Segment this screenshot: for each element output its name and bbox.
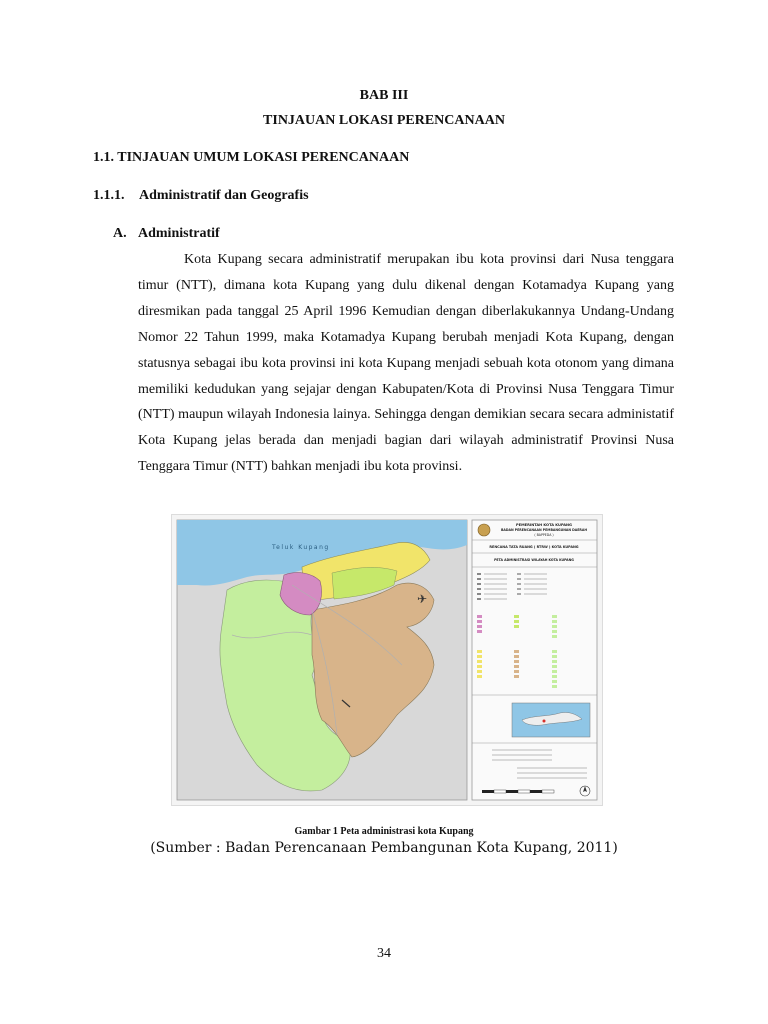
plan-title: RENCANA TATA RUANG ( RTRW ) KOTA KUPANG <box>489 545 579 549</box>
legend-panel <box>472 520 597 800</box>
subsubsection-heading <box>113 226 220 242</box>
subsection-heading <box>93 188 309 204</box>
subsubsection-title: Administratif <box>138 226 220 241</box>
legend-header-line-3: ( BAPPEDA ) <box>534 533 554 537</box>
map-title: PETA ADMINISTRASI WILAYAH KOTA KUPANG <box>494 558 574 562</box>
subsubsection-number: A. <box>113 226 127 241</box>
government-seal-icon <box>478 524 490 536</box>
sea-label: Teluk Kupang <box>272 544 330 551</box>
inset-location-marker <box>543 720 546 723</box>
legend-header-line-2: BADAN PERENCANAAN PEMBANGUNAN DAERAH <box>500 528 588 532</box>
administrative-map <box>172 515 602 805</box>
map-figure <box>171 514 603 806</box>
legend-header-line-1: PEMERINTAH KOTA KUPANG <box>515 523 573 527</box>
figure-source: (Sumber : Badan Perencanaan Pembangunan Kota Kupang, 2011) <box>150 840 618 856</box>
chapter-label: BAB III <box>359 88 409 103</box>
scale-bar <box>482 790 554 793</box>
section-heading: 1.1. TINJAUAN UMUM LOKASI PERENCANAAN <box>93 150 410 165</box>
figure-caption: Gambar 1 Peta administrasi kota Kupang <box>294 826 474 837</box>
chapter-title: TINJAUAN LOKASI PERENCANAAN <box>263 113 505 128</box>
airport-icon: ✈ <box>417 592 428 606</box>
body-paragraph: Kota Kupang secara administratif merupakan ibu kota provinsi dari Nusa tenggara timur (NTT), dimana kota Kupang yang dulu dikenal dengan Kotamadya Kupang yang diresmikan pada tanggal 25 April 1996 Kemudian dengan diberlakukannya Undang-Undang Nomor 22 Tahun 1999, maka Kotamadya Kupang berubah menjadi Kota Kupang, dengan statusnya sebagai ibu kota provinsi ini kota Kupang menjadi sebuah kota otonom yang dimana memiliki kedudukan yang sejajar dengan Kabupaten/Kota di Provinsi Nusa Tenggara Timur (NTT) maupun wilayah Indonesia lainya. Sehingga dengan demikian secara secara administatif Kota Kupang jelas berada dan menjadi bagian dari wilayah administratif Provinsi Nusa Tenggara Timur (NTT) bahkan menjadi ibu kota provinsi. <box>138 252 674 475</box>
subsection-title: Administratif dan Geografis <box>139 188 309 203</box>
subsection-number: 1.1.1. <box>93 188 125 203</box>
page-number: 34 <box>377 946 391 961</box>
